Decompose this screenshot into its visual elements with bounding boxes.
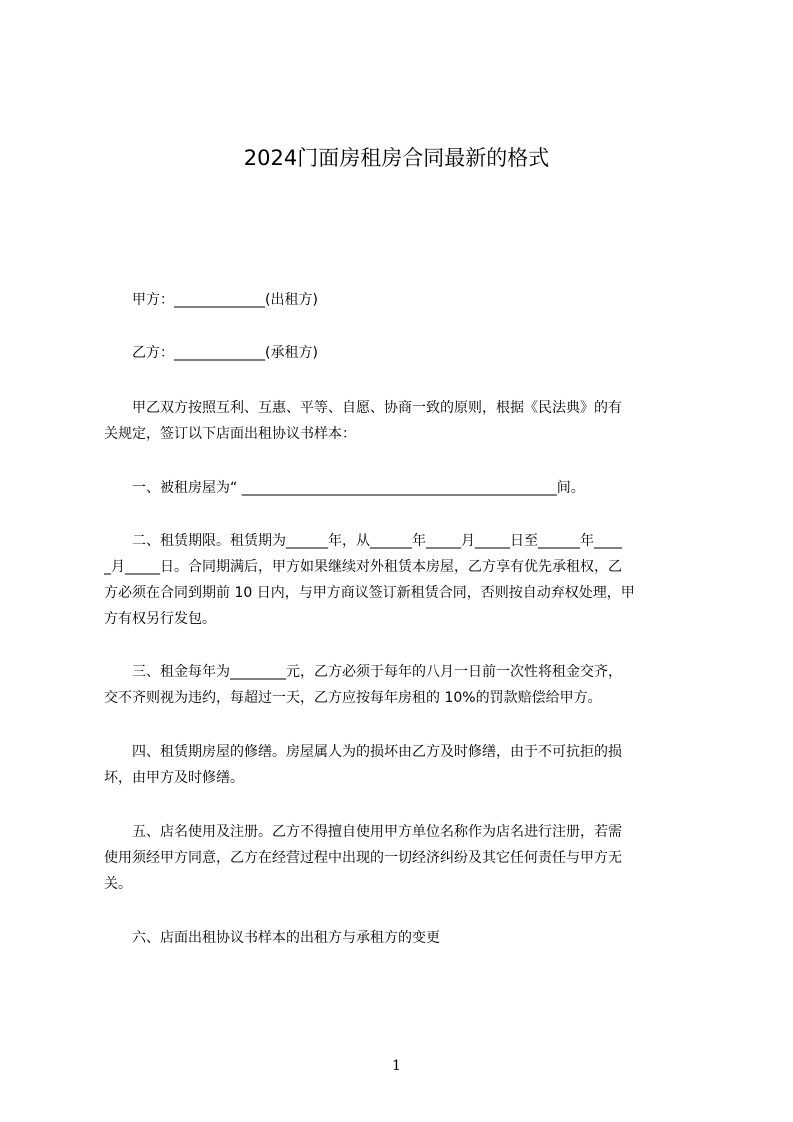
preamble-line-1: 甲乙双方按照互利、互惠、平等、自愿、协商一致的原则，根据《民法典》的有 <box>104 400 622 416</box>
clause-4-line-2: 坏，由甲方及时修缮。 <box>104 770 244 786</box>
clause-1-line: 一、被租房屋为“ _____________________________________________间。 <box>104 480 585 496</box>
party-b-line: 乙方：_____________(承租方) <box>104 345 318 361</box>
clause-4-line-1: 四、租赁期房屋的修缮。房屋属人为的损坏由乙方及时修缮，由于不可抗拒的损 <box>104 744 622 760</box>
clause-2-line-3: 方必须在合同到期前 10 日内，与甲方商议签订新租赁合同，否则按自动弃权处理，甲 <box>104 585 635 601</box>
clause-2-line-1: 二、租赁期限。租赁期为______年，从______年_____月_____日至______年____ <box>104 533 622 549</box>
preamble-line-2: 关规定，签订以下店面出租协议书样本： <box>104 426 356 442</box>
clause-3-line-1: 三、租金每年为________元，乙方必须于每年的八月一日前一次性将租金交齐， <box>104 664 622 680</box>
clause-2-line-4: 方有权另行发包。 <box>104 611 216 627</box>
clause-3-line-2: 交不齐则视为违约，每超过一天，乙方应按每年房租的 10%的罚款赔偿给甲方。 <box>104 690 602 706</box>
clause-5-line-2: 使用须经甲方同意，乙方在经营过程中出现的一切经济纠纷及其它任何责任与甲方无 <box>104 850 622 866</box>
page-number: 1 <box>392 1058 401 1074</box>
clause-5-line-1: 五、店名使用及注册。乙方不得擅自使用甲方单位名称作为店名进行注册，若需 <box>104 824 622 840</box>
clause-6-line: 六、店面出租协议书样本的出租方与承租方的变更 <box>104 930 440 946</box>
clause-5-line-3: 关。 <box>104 876 132 892</box>
party-a-line: 甲方：_____________(出租方) <box>104 292 318 308</box>
document-title: 2024门面房租房合同最新的格式 <box>243 146 550 170</box>
clause-2-line-2: _月_____日。合同期满后，甲方如果继续对外租赁本房屋，乙方享有优先承租权，乙 <box>104 559 622 575</box>
